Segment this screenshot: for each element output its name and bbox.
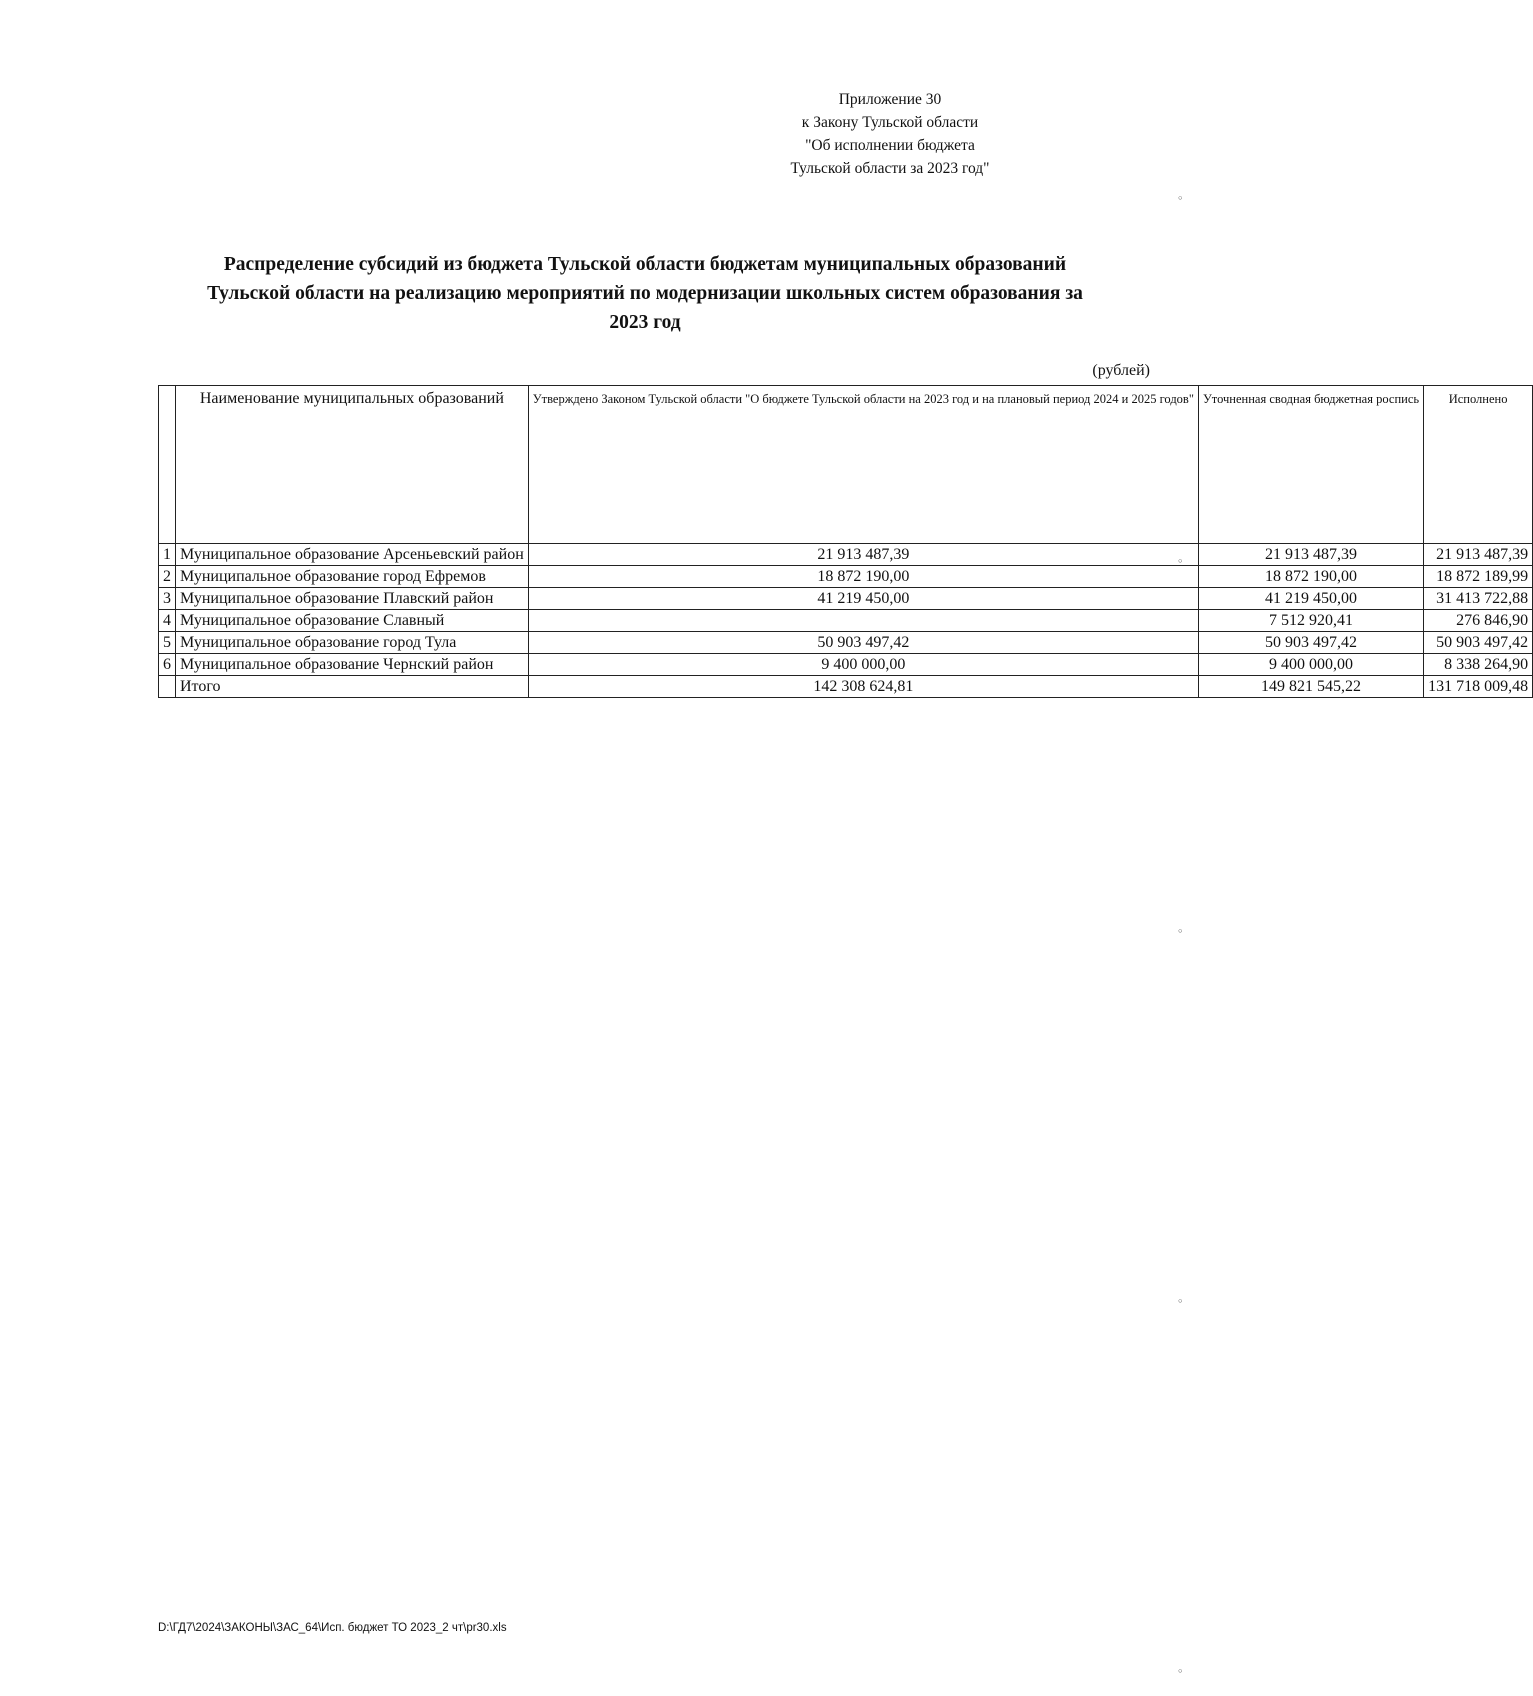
row-refined: 7 512 920,41	[1198, 610, 1423, 632]
row-refined: 21 913 487,39	[1198, 544, 1423, 566]
annex-line-2: к Закону Тульской области	[801, 114, 979, 131]
row-number: 5	[159, 632, 176, 654]
annex-line-1: Приложение 30	[838, 91, 942, 108]
table-total-row	[159, 676, 1533, 698]
row-name: Муниципальное образование Арсеньевский район	[176, 544, 529, 566]
row-refined: 41 219 450,00	[1198, 588, 1423, 610]
title-line-1: Распределение субсидий из бюджета Тульской области бюджетам муниципальных образований	[223, 254, 1067, 275]
row-executed: 50 903 497,42	[1424, 632, 1533, 654]
subsidy-table	[158, 385, 1533, 698]
row-number: 3	[159, 588, 176, 610]
row-refined: 18 872 190,00	[1198, 566, 1423, 588]
row-executed: 31 413 722,88	[1424, 588, 1533, 610]
row-approved	[528, 610, 1198, 632]
row-executed: 8 338 264,90	[1424, 654, 1533, 676]
table-row	[159, 566, 1533, 588]
header-executed: Исполнено	[1424, 386, 1533, 544]
row-approved: 18 872 190,00	[528, 566, 1198, 588]
total-number	[159, 676, 176, 698]
scan-mark-icon: ◦	[1177, 1665, 1184, 1678]
annex-line-4: Тульской области за 2023 год"	[790, 160, 990, 177]
row-approved: 41 219 450,00	[528, 588, 1198, 610]
table-row	[159, 544, 1533, 566]
row-name: Муниципальное образование Чернский район	[176, 654, 529, 676]
table-row	[159, 632, 1533, 654]
row-refined: 50 903 497,42	[1198, 632, 1423, 654]
title-line-3: 2023 год	[609, 312, 681, 333]
header-name: Наименование муниципальных образований	[176, 386, 529, 544]
scan-mark-icon: ◦	[1177, 1295, 1184, 1308]
row-approved: 9 400 000,00	[528, 654, 1198, 676]
row-executed: 18 872 189,99	[1424, 566, 1533, 588]
file-path-footer: D:\ГД7\2024\ЗАКОНЫ\ЗАС_64\Исп. бюджет ТО 2023_2 чт\pr30.xls	[158, 1622, 507, 1634]
row-number: 2	[159, 566, 176, 588]
header-approved: Утверждено Законом Тульской области "О бюджете Тульской области на 2023 год и на плановый период 2024 и 2025 годов"	[528, 386, 1198, 544]
scan-mark-icon: ◦	[1177, 555, 1184, 568]
header-number	[159, 386, 176, 544]
row-executed: 21 913 487,39	[1424, 544, 1533, 566]
header-refined: Уточненная сводная бюджетная роспись	[1198, 386, 1423, 544]
row-number: 4	[159, 610, 176, 632]
row-name: Муниципальное образование город Тула	[176, 632, 529, 654]
total-name: Итого	[176, 676, 529, 698]
table-row	[159, 588, 1533, 610]
row-number: 6	[159, 654, 176, 676]
row-refined: 9 400 000,00	[1198, 654, 1423, 676]
scan-mark-icon: ◦	[1177, 925, 1184, 938]
total-approved: 142 308 624,81	[528, 676, 1198, 698]
annex-block	[760, 88, 1020, 180]
row-number: 1	[159, 544, 176, 566]
row-name: Муниципальное образование Плавский район	[176, 588, 529, 610]
table-row	[159, 654, 1533, 676]
units-label: (рублей)	[1092, 362, 1150, 379]
row-executed: 276 846,90	[1424, 610, 1533, 632]
row-approved: 50 903 497,42	[528, 632, 1198, 654]
row-name: Муниципальное образование Славный	[176, 610, 529, 632]
table-row	[159, 610, 1533, 632]
row-name: Муниципальное образование город Ефремов	[176, 566, 529, 588]
scan-mark-icon: ◦	[1177, 192, 1184, 205]
row-approved: 21 913 487,39	[528, 544, 1198, 566]
annex-line-3: "Об исполнении бюджета	[805, 137, 975, 154]
table-header-row	[159, 386, 1533, 544]
document-title	[150, 250, 1140, 337]
title-line-2: Тульской области на реализацию мероприятий по модернизации школьных систем образования за	[207, 283, 1083, 304]
total-refined: 149 821 545,22	[1198, 676, 1423, 698]
total-executed: 131 718 009,48	[1424, 676, 1533, 698]
